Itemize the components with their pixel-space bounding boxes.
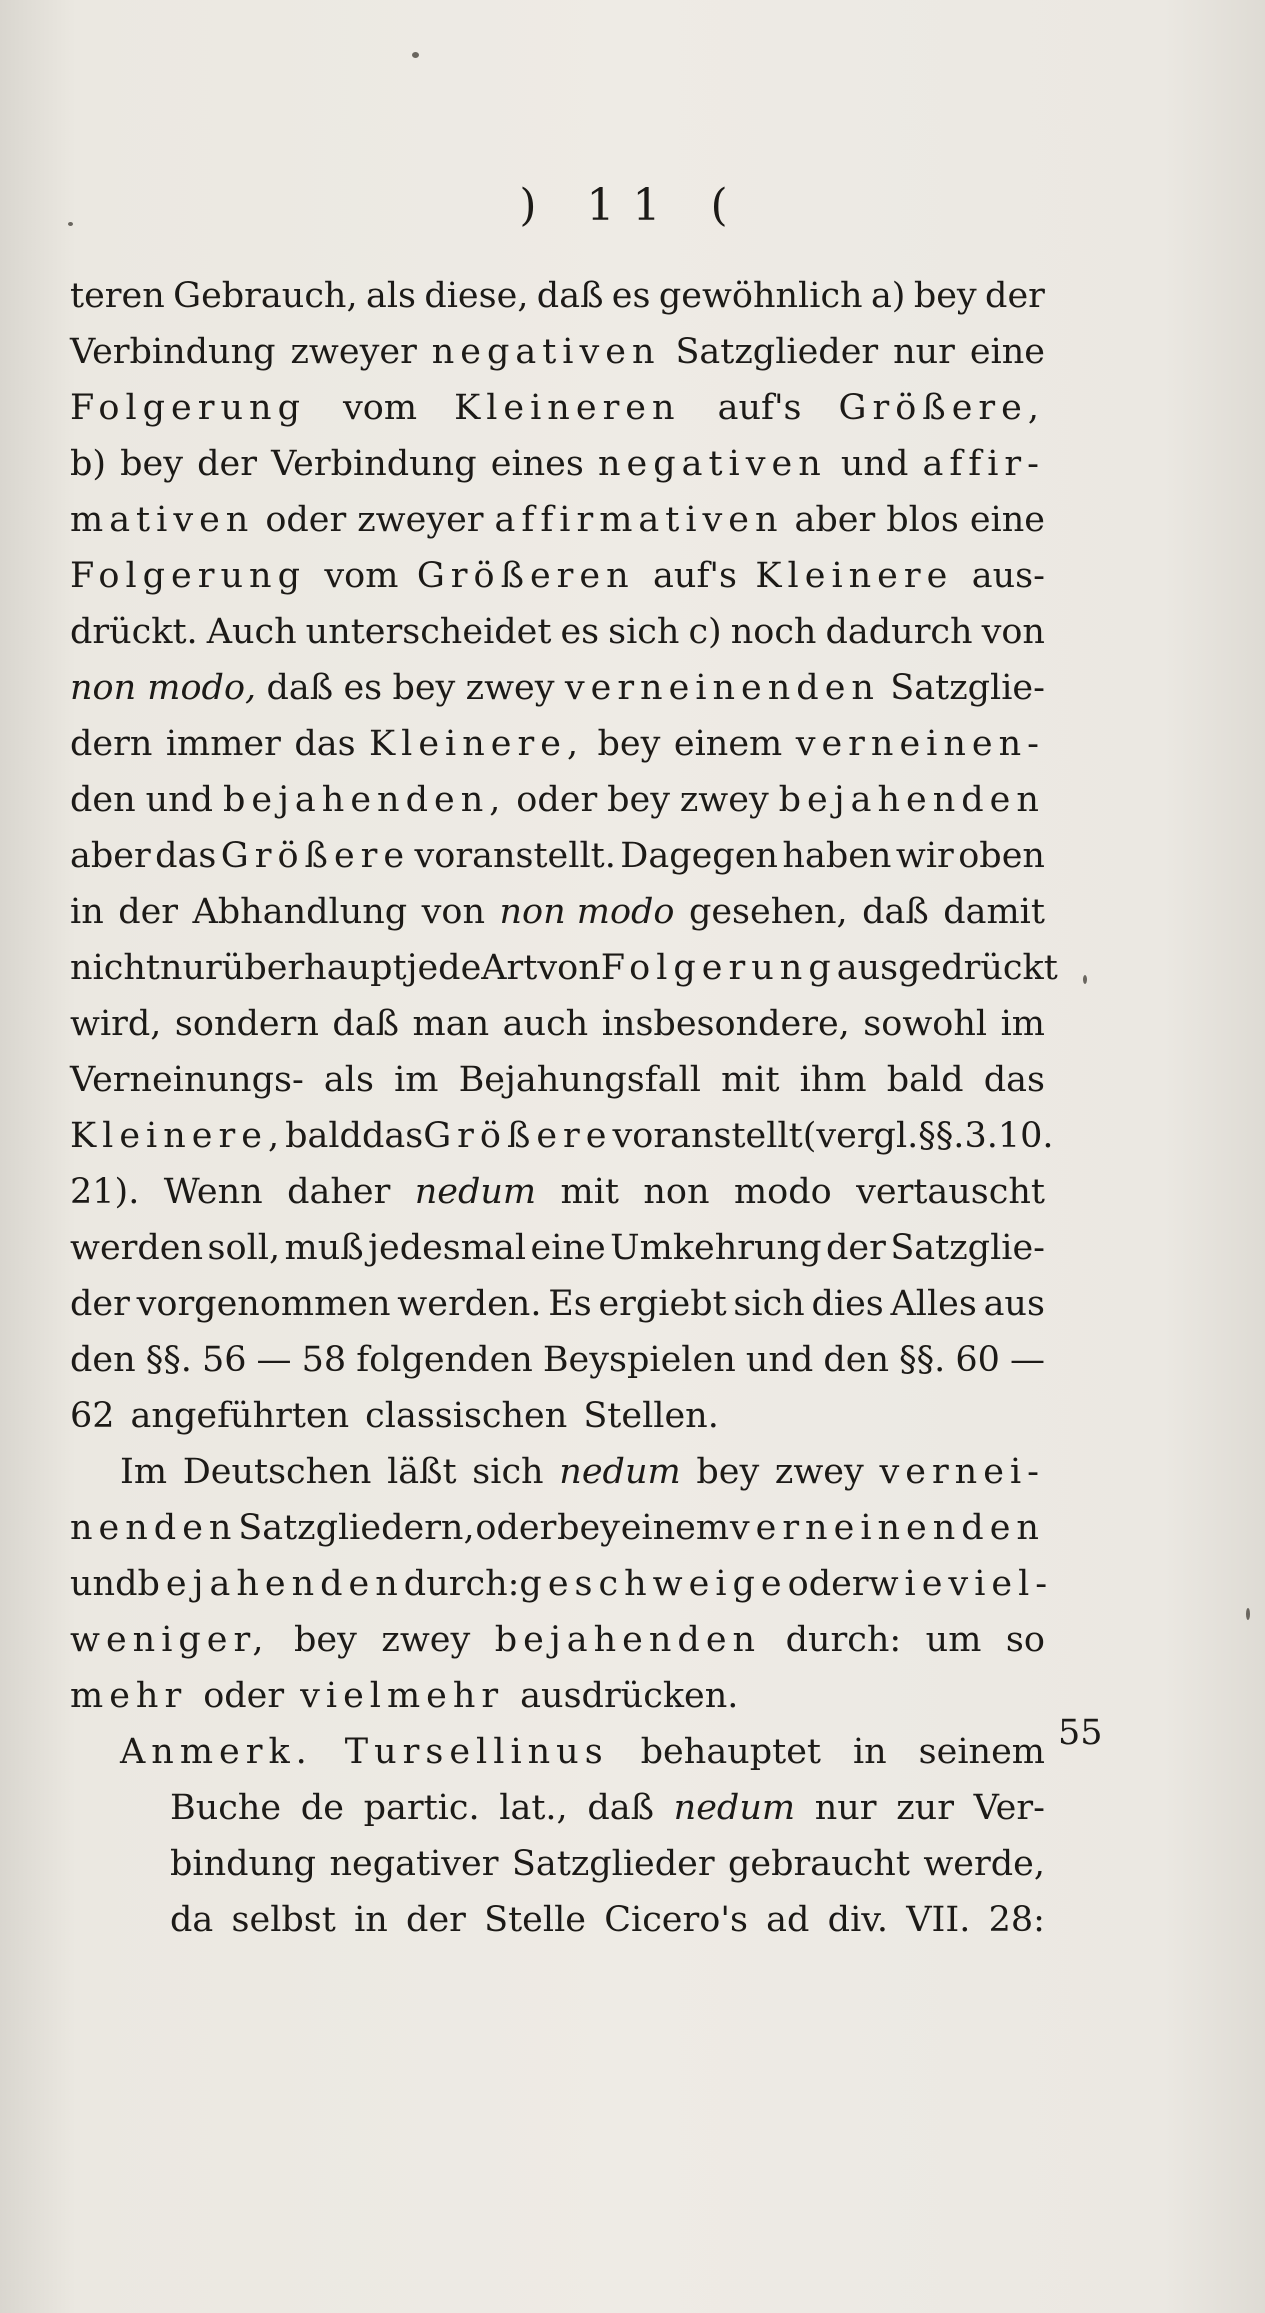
word: oder <box>475 1508 557 1548</box>
word: es <box>560 612 600 652</box>
word: durch: <box>403 1564 520 1604</box>
text-line <box>70 996 1045 1052</box>
word: Auch <box>206 612 297 652</box>
word: 10. <box>997 1116 1054 1156</box>
word: teren <box>70 276 165 316</box>
word: behauptet <box>640 1732 821 1772</box>
word: eine <box>969 500 1045 540</box>
word: bey <box>607 780 670 820</box>
word: durch: <box>785 1620 902 1660</box>
word: 28: <box>988 1900 1045 1940</box>
word: 3. <box>964 1116 998 1156</box>
word: und <box>840 444 909 484</box>
word: werden <box>70 1228 204 1268</box>
text-line <box>70 828 1045 884</box>
word: zwey <box>465 668 555 708</box>
word: Kleinere, <box>369 724 585 764</box>
word: Beyspielen <box>542 1340 736 1380</box>
word: diese, <box>424 276 529 316</box>
word: eine <box>530 1228 606 1268</box>
text-line <box>70 1556 1054 1612</box>
word: Verbindung <box>70 332 276 372</box>
text-line <box>70 548 1045 604</box>
paper-speck <box>1246 1608 1250 1620</box>
word: muß <box>284 1228 364 1268</box>
text-line <box>70 1444 1045 1500</box>
word: Stellen. <box>583 1396 719 1436</box>
word: von <box>421 892 486 932</box>
word: Art <box>481 948 538 988</box>
word: und <box>70 1564 138 1604</box>
word: Satzglieder <box>675 332 879 372</box>
word: immer <box>165 724 281 764</box>
word: sondern <box>174 1004 319 1044</box>
word: daher <box>287 1172 391 1212</box>
text-line <box>70 1108 1054 1164</box>
word: den <box>70 1340 136 1380</box>
word: Größeren <box>416 556 635 596</box>
word: bald <box>285 1116 362 1156</box>
word: non modo, <box>70 668 257 708</box>
word: angeführten <box>130 1396 350 1436</box>
word: ausgedrückt <box>836 948 1058 988</box>
word: daß <box>332 1004 400 1044</box>
word: affir- <box>922 444 1045 484</box>
word: bejahenden <box>494 1620 762 1660</box>
word: de <box>300 1788 344 1828</box>
word: wir <box>895 836 954 876</box>
word: bejahenden <box>137 1564 404 1604</box>
word: Folgerung <box>70 388 306 428</box>
text-line <box>70 436 1045 492</box>
word: Tursellinus <box>344 1732 609 1772</box>
word: selbst <box>231 1900 336 1940</box>
text-line <box>70 716 1045 772</box>
word: partic. <box>363 1788 480 1828</box>
text-line <box>70 884 1045 940</box>
word: ihm <box>799 1060 867 1100</box>
word: 60 <box>955 1340 1000 1380</box>
word: nedum <box>673 1788 796 1828</box>
word: gewöhnlich <box>658 276 863 316</box>
word: jede <box>406 948 482 988</box>
word: der <box>197 444 257 484</box>
word: werde, <box>923 1844 1045 1884</box>
word: §§. <box>145 1340 192 1380</box>
word: folgenden <box>356 1340 533 1380</box>
word: soll, <box>207 1228 281 1268</box>
word: Dagegen <box>620 836 778 876</box>
word: Buche <box>170 1788 282 1828</box>
word: Abhandlung <box>192 892 408 932</box>
word: da <box>170 1900 214 1940</box>
word: Bejahungsfall <box>458 1060 701 1100</box>
word: vertauscht <box>856 1172 1045 1212</box>
word: vorgenommen <box>136 1284 391 1324</box>
text-line <box>70 1836 1045 1892</box>
word: 21). <box>70 1172 140 1212</box>
text-line <box>70 1052 1045 1108</box>
word: 56 <box>201 1340 247 1380</box>
word: nenden <box>70 1508 238 1548</box>
word: Ver- <box>973 1788 1045 1828</box>
text-line <box>70 1388 1045 1444</box>
word: voranstellt <box>612 1116 803 1156</box>
word: aus- <box>971 556 1045 596</box>
word: Cicero's <box>604 1900 748 1940</box>
word: oben <box>958 836 1045 876</box>
word: aber <box>794 500 876 540</box>
word: der <box>406 1900 466 1940</box>
word: sich <box>733 1284 805 1324</box>
word: sowohl <box>863 1004 988 1044</box>
word: es <box>343 668 383 708</box>
word: lat., <box>499 1788 568 1828</box>
word: nur <box>814 1788 877 1828</box>
word: als <box>323 1060 374 1100</box>
word: zur <box>896 1788 954 1828</box>
text-line <box>70 1892 1045 1948</box>
word: daß <box>266 668 334 708</box>
paper-speck <box>412 52 419 58</box>
word: c) <box>688 612 722 652</box>
word: bey <box>696 1452 760 1492</box>
word: den <box>823 1340 890 1380</box>
page-header: ) 11 ( <box>519 180 746 231</box>
word: vernei- <box>879 1452 1045 1492</box>
word: insbesondere, <box>601 1004 850 1044</box>
word: man <box>412 1004 490 1044</box>
word: eines <box>490 444 584 484</box>
word: negativen <box>431 332 661 372</box>
word: überhaupt <box>221 948 407 988</box>
word: Gebrauch, <box>173 276 358 316</box>
word: classischen <box>365 1396 568 1436</box>
word: bejahenden, <box>222 780 507 820</box>
word: Deutschen <box>182 1452 372 1492</box>
word: ausdrücken. <box>520 1676 739 1716</box>
word: eine <box>969 332 1045 372</box>
word: daß <box>587 1788 654 1828</box>
word: das <box>155 836 217 876</box>
word: auf's <box>717 388 802 428</box>
word: in <box>852 1732 887 1772</box>
word: zwey <box>774 1452 864 1492</box>
word: einem <box>620 1508 730 1548</box>
word: mativen <box>70 500 255 540</box>
word: — <box>1009 1340 1045 1380</box>
text-line <box>70 1668 1045 1724</box>
word: Satzgliedern, <box>238 1508 475 1548</box>
word: einem <box>673 724 783 764</box>
word: aber <box>70 836 151 876</box>
word: bey <box>557 1508 620 1548</box>
word: der <box>118 892 179 932</box>
word: zweyer <box>290 332 417 372</box>
text-line <box>70 324 1045 380</box>
word: Größere <box>423 1116 613 1156</box>
word: b) <box>70 444 107 484</box>
word: im <box>1000 1004 1045 1044</box>
text-line <box>70 1780 1045 1836</box>
word: vielmehr <box>300 1676 505 1716</box>
text-line <box>70 604 1045 660</box>
word: vom <box>324 556 399 596</box>
word: gesehen, <box>688 892 848 932</box>
word: bey <box>597 724 661 764</box>
word: gebraucht <box>728 1844 910 1884</box>
word: haben <box>782 836 892 876</box>
word: Folgerung <box>70 556 306 596</box>
text-line <box>70 380 1045 436</box>
word: div. <box>827 1900 889 1940</box>
word: verneinenden <box>729 1508 1045 1548</box>
word: sich <box>608 612 680 652</box>
word: dies <box>811 1284 884 1324</box>
word: so <box>1005 1620 1045 1660</box>
word: oder <box>265 500 347 540</box>
word: a) <box>870 276 906 316</box>
text-line <box>70 1164 1045 1220</box>
text-line <box>70 268 1045 324</box>
word: Verneinungs- <box>70 1060 304 1100</box>
word: verneinen- <box>795 724 1045 764</box>
word: oder <box>203 1676 285 1716</box>
word: um <box>925 1620 982 1660</box>
word: nur <box>893 332 955 372</box>
word: Es <box>548 1284 592 1324</box>
text-line <box>70 492 1045 548</box>
word: Satzglie- <box>890 668 1045 708</box>
word: läßt <box>387 1452 457 1492</box>
word: sich <box>472 1452 544 1492</box>
word: von <box>981 612 1045 652</box>
text-line <box>70 1612 1045 1668</box>
text-line <box>70 1500 1045 1556</box>
word: Kleinere <box>755 556 954 596</box>
word: §§. <box>899 1340 946 1380</box>
word: Verbindung <box>271 444 477 484</box>
word: bey <box>392 668 456 708</box>
word: drückt. <box>70 612 198 652</box>
word: bindung <box>170 1844 317 1884</box>
word: der <box>825 1228 886 1268</box>
word: als <box>365 276 416 316</box>
word: nedum <box>414 1172 537 1212</box>
word: bey <box>913 276 977 316</box>
word: auch <box>502 1004 589 1044</box>
word: von <box>537 948 601 988</box>
text-line <box>70 1276 1045 1332</box>
margin-number: 55 <box>1058 1713 1103 1753</box>
text-line <box>70 772 1045 828</box>
word: der <box>70 1284 130 1324</box>
word: in <box>70 892 104 932</box>
word: verneinenden <box>564 668 880 708</box>
word: es <box>611 276 651 316</box>
word: mit <box>721 1060 780 1100</box>
word: §§. <box>918 1116 965 1156</box>
word: unterscheidet <box>305 612 552 652</box>
word: das <box>361 1116 424 1156</box>
text-line <box>70 660 1045 716</box>
word: bald <box>886 1060 964 1100</box>
text-line <box>70 1332 1045 1388</box>
word: ad <box>766 1900 810 1940</box>
word: Größere <box>220 836 411 876</box>
word: mehr <box>70 1676 188 1716</box>
word: mit <box>560 1172 619 1212</box>
word: wird, <box>70 1004 162 1044</box>
word: nur <box>159 948 222 988</box>
word: daß <box>862 892 929 932</box>
word: zwey <box>381 1620 471 1660</box>
paper-speck <box>1083 975 1087 984</box>
word: jedesmal <box>368 1228 527 1268</box>
word: der <box>985 276 1045 316</box>
word: daß <box>536 276 604 316</box>
word: Kleineren <box>454 388 681 428</box>
word: voranstellt. <box>414 836 616 876</box>
word: zwey <box>679 780 769 820</box>
word: bey <box>120 444 184 484</box>
word: wieviel- <box>868 1564 1054 1604</box>
word: 62 <box>70 1396 115 1436</box>
word: oder <box>787 1564 869 1604</box>
word: ergiebt <box>598 1284 727 1324</box>
body-text <box>70 268 1058 1948</box>
word: dern <box>70 724 153 764</box>
word: auf's <box>653 556 737 596</box>
word: 58 <box>301 1340 347 1380</box>
word: dadurch <box>825 612 973 652</box>
word: im <box>394 1060 439 1100</box>
word: das <box>294 724 356 764</box>
word: (vergl. <box>802 1116 919 1156</box>
word: non modo <box>499 892 675 932</box>
word: Umkehrung <box>610 1228 822 1268</box>
word: und <box>745 1340 814 1380</box>
word: und <box>145 780 214 820</box>
word: weniger, <box>70 1620 270 1660</box>
word: in <box>354 1900 388 1940</box>
word: zweyer <box>357 500 484 540</box>
word: blos <box>886 500 959 540</box>
word: Stelle <box>484 1900 586 1940</box>
word: damit <box>943 892 1045 932</box>
word: — <box>256 1340 292 1380</box>
word: affirmativen <box>494 500 784 540</box>
word: Satzglieder <box>511 1844 715 1884</box>
word: bejahenden <box>778 780 1045 820</box>
word: Satzglie- <box>890 1228 1045 1268</box>
word: geschweige <box>519 1564 788 1604</box>
word: bey <box>294 1620 357 1660</box>
text-line <box>70 1220 1045 1276</box>
word: non <box>643 1172 710 1212</box>
text-line <box>70 940 1058 996</box>
word: negativen <box>597 444 827 484</box>
word: seinem <box>918 1732 1045 1772</box>
word: Wenn <box>163 1172 263 1212</box>
word: den <box>70 780 136 820</box>
word: modo <box>733 1172 832 1212</box>
word: Anmerk. <box>120 1732 313 1772</box>
word: das <box>983 1060 1045 1100</box>
word: Im <box>120 1452 168 1492</box>
word: Folgerung <box>600 948 837 988</box>
word: oder <box>516 780 598 820</box>
word: noch <box>730 612 817 652</box>
word: negativer <box>329 1844 499 1884</box>
word: VII. <box>906 1900 971 1940</box>
word: Größere, <box>838 388 1045 428</box>
word: nicht <box>70 948 160 988</box>
word: nedum <box>559 1452 681 1492</box>
word: aus <box>983 1284 1045 1324</box>
word: Kleinere, <box>70 1116 286 1156</box>
word: Alles <box>890 1284 977 1324</box>
text-line <box>70 1724 1045 1780</box>
word: werden. <box>397 1284 542 1324</box>
word: vom <box>343 388 418 428</box>
